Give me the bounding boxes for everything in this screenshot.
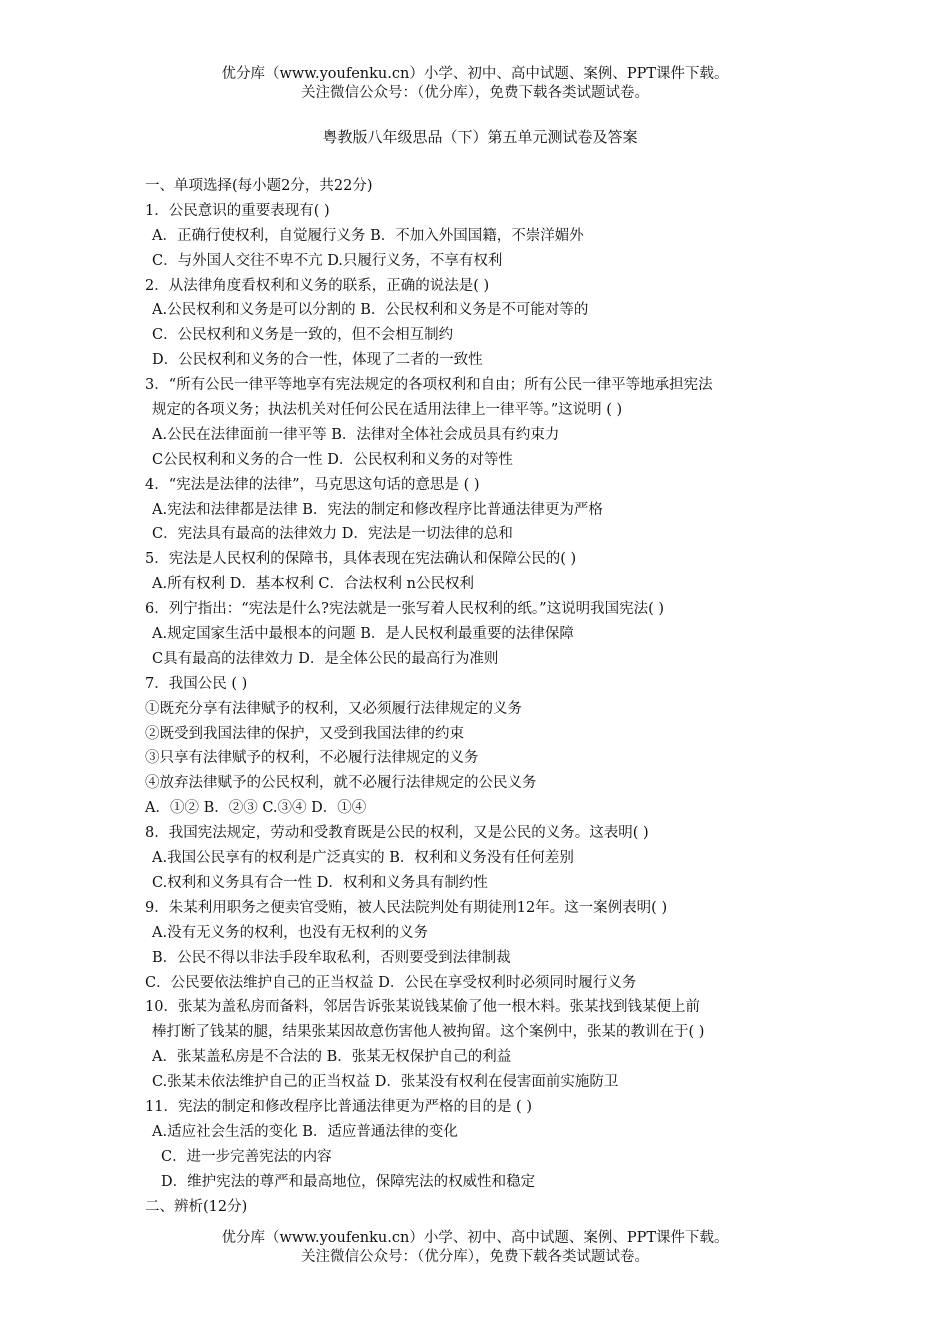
question-10: 10．张某为盖私房而备料，邻居告诉张某说钱某偷了他一根木料。张某找到钱某便上前 <box>145 999 700 1016</box>
footer-line-2: 关注微信公众号：（优分库），免费下载各类试题试卷。 <box>301 1249 649 1265</box>
question-11-option-d: D．维护宪法的尊严和最高地位，保障宪法的权威性和稳定 <box>161 1173 536 1190</box>
question-3-options-ab: A.公民在法律面前一律平等 B．法律对全体社会成员具有约束力 <box>152 426 560 443</box>
question-7-statement-4: ④放弃法律赋予的公民权利，就不必履行法律规定的公民义务 <box>145 775 537 792</box>
question-3-continued: 规定的各项义务；执法机关对任何公民在适用法律上一律平等。”这说明 ( ) <box>152 402 623 419</box>
question-7: 7．我国公民 ( ) <box>145 675 248 692</box>
question-2-option-d: D．公民权利和义务的合一性，体现了二者的一致性 <box>152 352 483 369</box>
question-6-options-ab: A.规定国家生活中最根本的问题 B．是人民权利最重要的法律保障 <box>152 626 574 643</box>
question-11: 11．宪法的制定和修改程序比普通法律更为严格的目的是 ( ) <box>145 1098 532 1115</box>
question-8: 8．我国宪法规定，劳动和受教育既是公民的权利，又是公民的义务。这表明( ) <box>145 825 649 842</box>
question-10-options-cd: C.张某未依法维护自己的正当权益 D．张某没有权利在侵害面前实施防卫 <box>152 1074 619 1091</box>
section-heading-choice: 一、单项选择(每小题2分，共22分) <box>145 178 373 194</box>
question-3: 3．“所有公民一律平等地享有宪法规定的各项权利和自由；所有公民一律平等地承担宪法 <box>145 377 713 394</box>
page-header <box>0 65 950 103</box>
question-10-continued: 棒打断了钱某的腿，结果张某因故意伤害他人被拘留。这个案例中，张某的教训在于( ) <box>152 1024 705 1041</box>
exam-content <box>145 174 845 1219</box>
question-11-option-c: C．进一步完善宪法的内容 <box>161 1148 332 1165</box>
question-8-options-ab: A.我国公民享有的权利是广泛真实的 B．权利和义务没有任何差别 <box>152 850 574 867</box>
question-11-options-ab: A.适应社会生活的变化 B．适应普通法律的变化 <box>152 1123 458 1140</box>
question-6: 6．列宁指出：“宪法是什么?宪法就是一张写着人民权利的纸。”这说明我国宪法( ) <box>145 601 664 618</box>
question-7-options: A．①② B．②③ C.③④ D．①④ <box>145 800 367 817</box>
header-line-1: 优分库（www.youfenku.cn）小学、初中、高中试题、案例、PPT课件下载。 <box>221 66 729 82</box>
question-7-statement-1: ①既充分享有法律赋予的权利，又必须履行法律规定的义务 <box>145 700 522 717</box>
question-9-options-cd: C．公民要依法维护自己的正当权益 D．公民在享受权利时必须同时履行义务 <box>145 974 637 991</box>
question-9: 9．朱某利用职务之便卖官受贿，被人民法院判处有期徒刑12年。这一案例表明( ) <box>145 899 668 916</box>
footer-line-1: 优分库（www.youfenku.cn）小学、初中、高中试题、案例、PPT课件下载。 <box>221 1230 729 1246</box>
question-7-statement-3: ③只享有法律赋予的权利，不必履行法律规定的义务 <box>145 750 479 767</box>
document-title: 粤教版八年级思品（下）第五单元测试卷及答案 <box>322 128 638 146</box>
question-3-options-cd: C公民权利和义务的合一性 D．公民权利和义务的对等性 <box>152 451 513 468</box>
question-9-option-b: B．公民不得以非法手段牟取私利，否则要受到法律制裁 <box>152 949 511 966</box>
question-10-options-ab: A．张某盖私房是不合法的 B．张某无权保护自己的利益 <box>152 1049 512 1066</box>
question-2-option-c: C．公民权利和义务是一致的，但不会相互制约 <box>152 327 454 344</box>
question-2: 2．从法律角度看权利和义务的联系，正确的说法是( ) <box>145 277 490 294</box>
question-1-options-cd: C．与外国人交往不卑不亢 D.只履行义务，不享有权利 <box>152 252 503 269</box>
page-footer <box>0 1229 950 1267</box>
header-line-2: 关注微信公众号：（优分库），免费下载各类试题试卷。 <box>301 85 649 101</box>
question-4-options-ab: A.宪法和法律都是法律 B．宪法的制定和修改程序比普通法律更为严格 <box>152 501 603 518</box>
question-7-statement-2: ②既受到我国法律的保护，又受到我国法律的约束 <box>145 725 464 742</box>
section-heading-analysis: 二、辨析(12分) <box>145 1198 248 1215</box>
question-4-options-cd: C．宪法具有最高的法律效力 D．宪法是一切法律的总和 <box>152 526 513 543</box>
question-5: 5．宪法是人民权利的保障书，具体表现在宪法确认和保障公民的( ) <box>145 551 577 568</box>
question-1: 1．公民意识的重要表现有( ) <box>145 202 330 219</box>
question-9-option-a: A.没有无义务的权利，也没有无权利的义务 <box>152 924 429 941</box>
question-1-options-ab: A．正确行使权利，自觉履行义务 B．不加入外国国籍，不崇洋媚外 <box>152 227 584 244</box>
question-5-options: A.所有权利 D．基本权利 C．合法权利 n公民权利 <box>152 576 474 593</box>
question-6-options-cd: C具有最高的法律效力 D．是全体公民的最高行为准则 <box>152 650 499 667</box>
question-8-options-cd: C.权利和义务具有合一性 D．权利和义务具有制约性 <box>152 874 488 891</box>
question-2-options-ab: A.公民权利和义务是可以分割的 B．公民权利和义务是不可能对等的 <box>152 302 589 319</box>
question-4: 4．“宪法是法律的法律”，马克思这句话的意思是 ( ) <box>145 476 480 493</box>
